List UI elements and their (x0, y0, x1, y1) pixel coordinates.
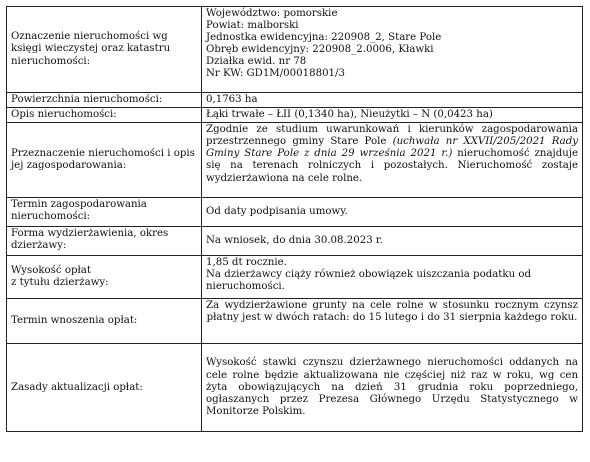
table-row (7, 108, 583, 123)
development-term-label: Termin zagospodarowania nieruchomości: (7, 198, 202, 227)
description-value: Łąki trwałe – ŁII (0,1340 ha), Nieużytki – N (0,0423 ha) (202, 108, 583, 123)
voivodeship-line: Województwo: pomorskie (206, 8, 338, 19)
payment-term-label: Termin wnoszenia opłat: (7, 299, 202, 344)
purpose-text-start: Zgodnie ze studium uwarunkowań i kierunków zagospodarowania przestrzennego gminy Stare Pole (206, 124, 578, 148)
table-row (7, 344, 583, 432)
table-row (7, 299, 583, 344)
property-lease-notice (6, 6, 583, 432)
table-row (7, 93, 583, 108)
table-row (7, 227, 583, 256)
parcel-number-line: Działka ewid. nr 78 (206, 56, 307, 68)
registration-precinct-line: Obręb ewidencyjny: 220908_2.0006, Kławki (206, 44, 434, 56)
property-details-table (6, 6, 583, 432)
payment-term-value: Za wydzierżawione grunty na cele rolne w stosunku rocznym czynsz płatny jest w dwóch ratach: do 15 lutego i do 31 sierpnia każdego roku. (202, 299, 583, 344)
designation-value (202, 7, 583, 93)
area-label: Powierzchnia nieruchomości: (7, 93, 202, 108)
fee-amount-label (7, 256, 202, 299)
fee-amount-label-line-1: Wysokość opłat (11, 265, 91, 277)
area-value: 0,1763 ha (202, 93, 583, 108)
registration-unit-line: Jednostka ewidencyjna: 220908_2, Stare Pole (206, 32, 442, 44)
table-row (7, 198, 583, 227)
land-register-number-line: Nr KW: GD1M/00018801/3 (206, 68, 345, 80)
fee-update-value: Wysokość stawki czynszu dzierżawnego nieruchomości oddanych na cele rolne będzie aktualizowana nie częściej niż raz w roku, wg cen żyta obowiązujących na dzień 31 grudnia roku poprzedniego, ogłaszanych przez Prezesa Głównego Urzędu Statystycznego w Monitorze Polskim. (202, 344, 583, 432)
tax-obligation-text: Na dzierżawcy ciąży również obowiązek uiszczania podatku od nieruchomości. (206, 269, 532, 293)
fee-amount-line: 1,85 dt rocznie. (206, 257, 287, 269)
fee-amount-label-line-2: z tytułu dzierżawy: (11, 277, 109, 289)
development-term-value: Od daty podpisania umowy. (202, 198, 583, 227)
description-label: Opis nieruchomości: (7, 108, 202, 123)
county-line: Powiat: malborski (206, 20, 299, 32)
lease-form-value: Na wniosek, do dnia 30.08.2023 r. (202, 227, 583, 256)
table-row (7, 123, 583, 198)
purpose-value (202, 123, 583, 198)
purpose-text-end: nieruchomość znajduje się na terenach rolniczych i pozostałych. Nieruchomość zostaje wydzierżawiona na cele rolne. (206, 148, 578, 184)
table-row (7, 256, 583, 299)
resolution-reference: (uchwała nr XXVII/205/2021 Rady Gminy Stare Pole z dnia 29 września 2021 r.) (206, 136, 578, 160)
purpose-label: Przeznaczenie nieruchomości i opis jej zagospodarowania: (7, 123, 202, 198)
fee-update-label: Zasady aktualizacji opłat: (7, 344, 202, 432)
lease-form-label: Forma wydzierżawienia, okres dzierżawy: (7, 227, 202, 256)
designation-label: Oznaczenie nieruchomości wg księgi wieczystej oraz katastru nieruchomości: (7, 7, 202, 93)
table-row (7, 7, 583, 93)
fee-amount-value (202, 256, 583, 299)
